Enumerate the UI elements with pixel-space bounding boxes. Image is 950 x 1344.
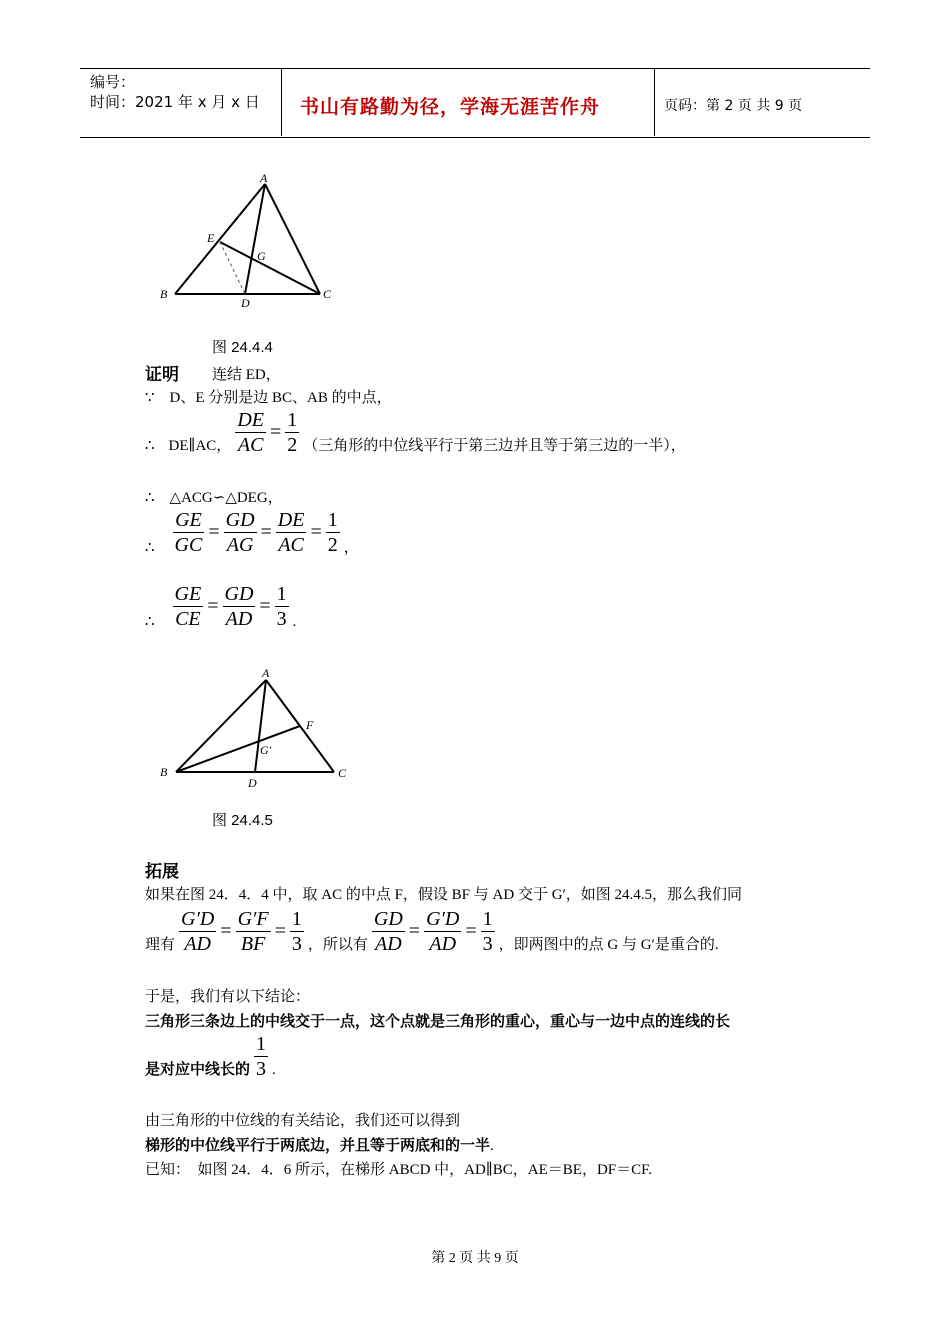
label-b: B <box>160 765 168 779</box>
label-c: C <box>323 287 332 301</box>
label-d: D <box>241 296 250 310</box>
therefore-symbol: ∴ <box>145 438 155 454</box>
proof-line: ∵ D、E 分别是边 BC、AB 的中点， <box>145 390 392 406</box>
label-b: B <box>160 287 168 301</box>
label-c: C <box>338 766 347 780</box>
header-page-info: 页码：第 2 页 共 9 页 <box>664 98 803 114</box>
median-ad <box>255 680 266 772</box>
extension-heading: 拓展 <box>145 862 179 882</box>
fraction: $\frac{G'D}{AD}$ <box>181 908 215 955</box>
fraction: $\frac{1}{3}$ <box>291 908 302 955</box>
label-d: D <box>248 776 257 790</box>
fraction: $\frac{1}{3}$ <box>276 583 287 630</box>
label-a: A <box>262 666 270 680</box>
segment-ed <box>220 242 245 294</box>
fraction: $\frac{GD}{AD}$ <box>373 908 403 955</box>
fraction: $\frac{1}{3}$ <box>256 1033 267 1080</box>
extension-line: 如果在图 24．4．4 中，取 AC 的中点 F，假设 BF 与 AD 交于 G′，如图 24.4.5，那么我们同 <box>145 887 743 903</box>
header-number: 编号： <box>90 73 136 91</box>
fraction: $\frac{DE}{AC}$ <box>277 509 305 556</box>
median-ad <box>245 184 265 294</box>
proof-line-4: ∴ $\frac{GE}{GC}$ = $\frac{GD}{AG}$ = $\frac{DE}{AC}$ = $\frac{1}{2}$ ， <box>145 509 359 556</box>
proof-text: DE∥AC， <box>168 438 232 454</box>
proof-line-5: ∴ $\frac{GE}{CE}$ = $\frac{GD}{AD}$ = $\frac{1}{3}$ . <box>145 583 297 630</box>
label-f: F <box>306 718 314 732</box>
fraction: $\frac{GE}{CE}$ <box>174 583 202 630</box>
label-g-prime: G′ <box>260 743 272 757</box>
conclusion-bold: 三角形三条边上的中线交于一点，这个点就是三角形的重心，重心与一边中点的连线的长 <box>145 1012 731 1030</box>
fraction: $\frac{G'D}{AD}$ <box>426 908 460 955</box>
header-motto: 书山有路勤为径，学海无涯苦作舟 <box>300 96 601 118</box>
trapezoid-given: 已知： 如图 24．4．6 所示，在梯形 ABCD 中，AD∥BC，AE＝BE，DF＝CF. <box>145 1162 653 1178</box>
therefore-symbol: ∴ <box>145 614 155 630</box>
fraction: $\frac{GD}{AG}$ <box>225 509 255 556</box>
fraction: $\frac{G'F}{BF}$ <box>237 908 269 955</box>
trapezoid-theorem: 梯形的中位线平行于两底边，并且等于两底和的一半. <box>145 1136 494 1154</box>
label-g: G <box>257 249 266 263</box>
page-footer: 第 2 页 共 9 页 <box>431 1251 519 1266</box>
fraction: $\frac{1}{3}$ <box>482 908 493 955</box>
figure-24-4-4 <box>150 170 350 315</box>
header-divider <box>281 68 282 136</box>
median-ce <box>220 242 320 294</box>
edge-ab <box>176 680 266 772</box>
proof-heading: 证明 <box>145 365 179 385</box>
edge-ac <box>265 184 320 294</box>
proof-line: 连结 ED， <box>212 367 281 383</box>
figure-caption: 图 24.4.5 <box>212 812 273 829</box>
label-a: A <box>260 171 268 185</box>
proof-line: ∴ △ACG∽△DEG， <box>145 490 283 506</box>
header-time: 时间：2021 年 x 月 x 日 <box>90 93 260 111</box>
extension-line-2: 理有 $\frac{G'D}{AD}$ = $\frac{G'F}{BF}$ = $\frac{1}{3}$ ，所以有 $\frac{GD}{AD}$ = $\frac{G'D}{AD}$ = $\frac{1}{3}$ ，即两图中的点 G 与 G′是重合的. <box>145 908 719 955</box>
fraction: $\frac{1}{2}$ <box>327 509 338 556</box>
median-bf <box>176 726 300 772</box>
header-divider <box>654 68 655 136</box>
fraction: $\frac{GE}{GC}$ <box>174 509 203 556</box>
fraction: $\frac{DE}{AC}$ <box>237 409 264 456</box>
conclusion-line-2: 是对应中线长的 $\frac{1}{3}$ . <box>145 1033 276 1080</box>
therefore-symbol: ∴ <box>145 540 155 556</box>
label-e: E <box>207 231 215 245</box>
edge-ab <box>175 184 265 294</box>
fraction: $\frac{1}{2}$ <box>287 409 298 456</box>
fraction: $\frac{GD}{AD}$ <box>224 583 254 630</box>
figure-caption: 图 24.4.4 <box>212 339 273 356</box>
conclusion-intro: 于是，我们有以下结论： <box>145 989 311 1005</box>
proof-text: （三角形的中位线平行于第三边并且等于第三边的一半）， <box>303 438 686 454</box>
trapezoid-intro: 由三角形的中位线的有关结论，我们还可以得到 <box>145 1113 461 1129</box>
figure-24-4-5 <box>150 665 360 795</box>
proof-line-2: ∴ DE∥AC， $\frac{DE}{AC}$ = $\frac{1}{2}$ （三角形的中位线平行于第三边并且等于第三边的一半）， <box>145 409 686 456</box>
